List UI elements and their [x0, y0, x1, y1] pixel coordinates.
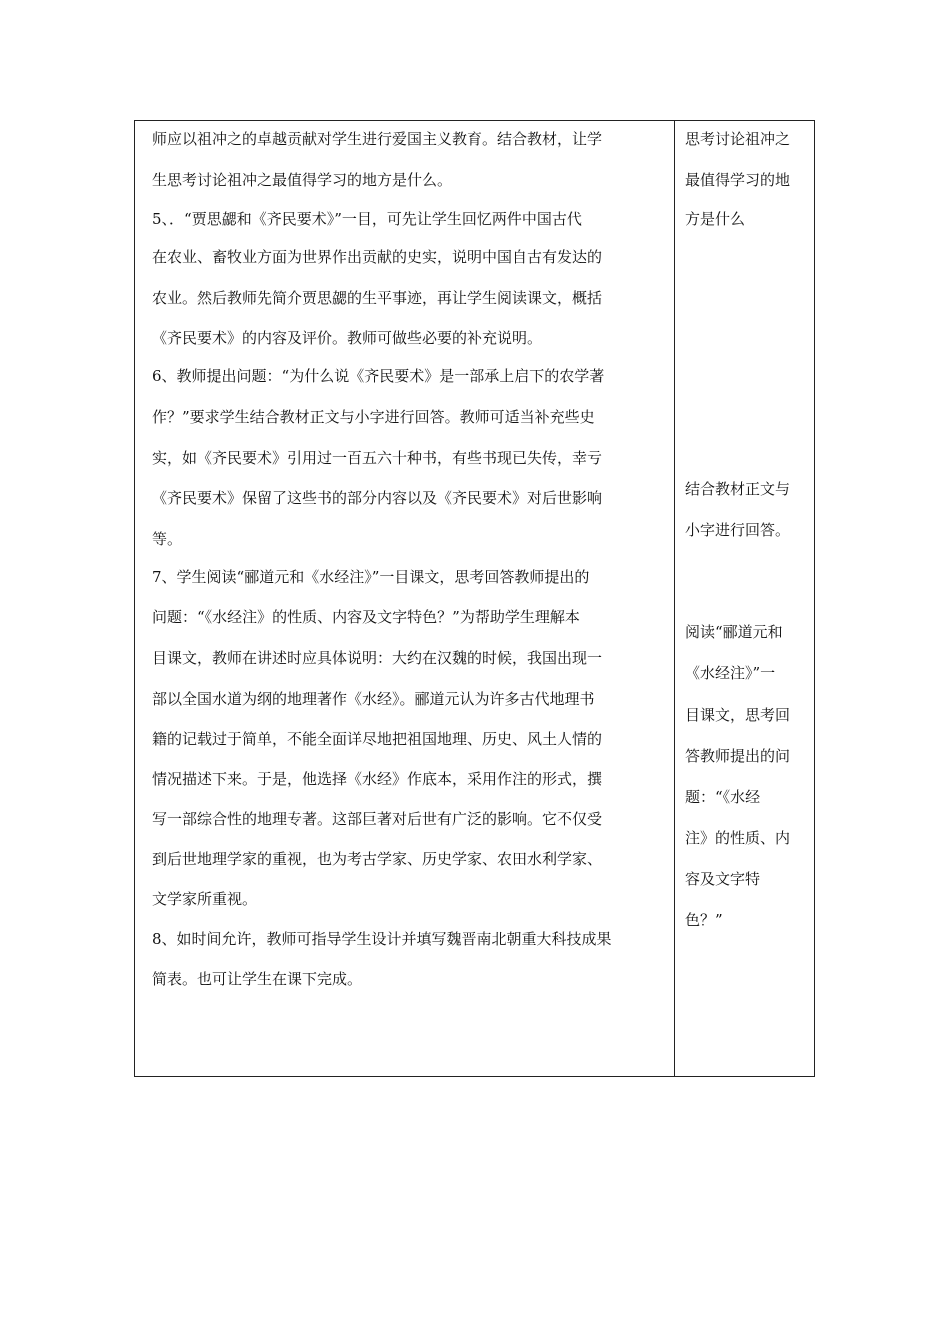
side-line: 阅读“郦道元和 [685, 623, 783, 641]
main-line: 《齐民要术》的内容及评价。教师可做些必要的补充说明。 [152, 329, 543, 347]
main-line: 在农业、畜牧业方面为世界作出贡献的史实，说明中国自古有发达的 [152, 248, 603, 266]
main-line: 部以全国水道为纲的地理著作《水经》。郦道元认为许多古代地理书 [152, 690, 595, 708]
side-line: 《水经注》”一 [685, 664, 776, 682]
main-line: 农业。然后教师先简介贾思勰的生平事迹，再让学生阅读课文，概括 [152, 289, 603, 307]
side-line: 思考讨论祖冲之 [685, 130, 791, 148]
main-line: 作？”要求学生结合教材正文与小字进行回答。教师可适当补充些史 [152, 408, 595, 426]
main-line: 生思考讨论祖冲之最值得学习的地方是什么。 [152, 171, 453, 189]
side-line: 色？” [685, 911, 723, 929]
main-line: 8、如时间允许，教师可指导学生设计并填写魏晋南北朝重大科技成果 [152, 930, 612, 948]
side-line: 目课文，思考回 [685, 706, 791, 724]
main-line: 籍的记载过于简单，不能全面详尽地把祖国地理、历史、风土人情的 [152, 730, 603, 748]
main-line: 到后世地理学家的重视，也为考古学家、历史学家、农田水利学家、 [152, 850, 603, 868]
main-line: 文学家所重视。 [152, 890, 258, 908]
main-line: 写一部综合性的地理专著。这部巨著对后世有广泛的影响。它不仅受 [152, 810, 603, 828]
column-divider [674, 121, 675, 1076]
side-line: 容及文字特 [685, 870, 761, 888]
side-line: 最值得学习的地 [685, 171, 791, 189]
main-line: 等。 [152, 530, 183, 548]
side-line: 小字进行回答。 [685, 521, 791, 539]
main-line: 《齐民要术》保留了这些书的部分内容以及《齐民要术》对后世影响 [152, 489, 603, 507]
lesson-plan-table [134, 120, 815, 1077]
main-line: 问题：“《水经注》的性质、内容及文字特色？”为帮助学生理解本 [152, 608, 580, 626]
main-line: 目课文，教师在讲述时应具体说明：大约在汉魏的时候，我国出现一 [152, 649, 603, 667]
side-line: 题：“《水经 [685, 788, 761, 806]
main-line: 6、教师提出问题：“为什么说《齐民要术》是一部承上启下的农学著 [152, 367, 605, 385]
side-line: 方是什么 [685, 210, 746, 228]
main-line: 7、学生阅读“郦道元和《水经注》”一目课文，思考回答教师提出的 [152, 568, 590, 586]
main-line: 情况描述下来。于是，他选择《水经》作底本，采用作注的形式，撰 [152, 770, 603, 788]
main-line: 简表。也可让学生在课下完成。 [152, 970, 363, 988]
side-line: 答教师提出的问 [685, 747, 791, 765]
side-line: 结合教材正文与 [685, 480, 791, 498]
side-line: 注》的性质、内 [685, 829, 791, 847]
main-line: 实，如《齐民要术》引用过一百五六十种书，有些书现已失传，幸亏 [152, 449, 603, 467]
main-line: 5、．“贾思勰和《齐民要术》”一目，可先让学生回忆两件中国古代 [152, 210, 582, 228]
main-line: 师应以祖冲之的卓越贡献对学生进行爱国主义教育。结合教材，让学 [152, 130, 603, 148]
